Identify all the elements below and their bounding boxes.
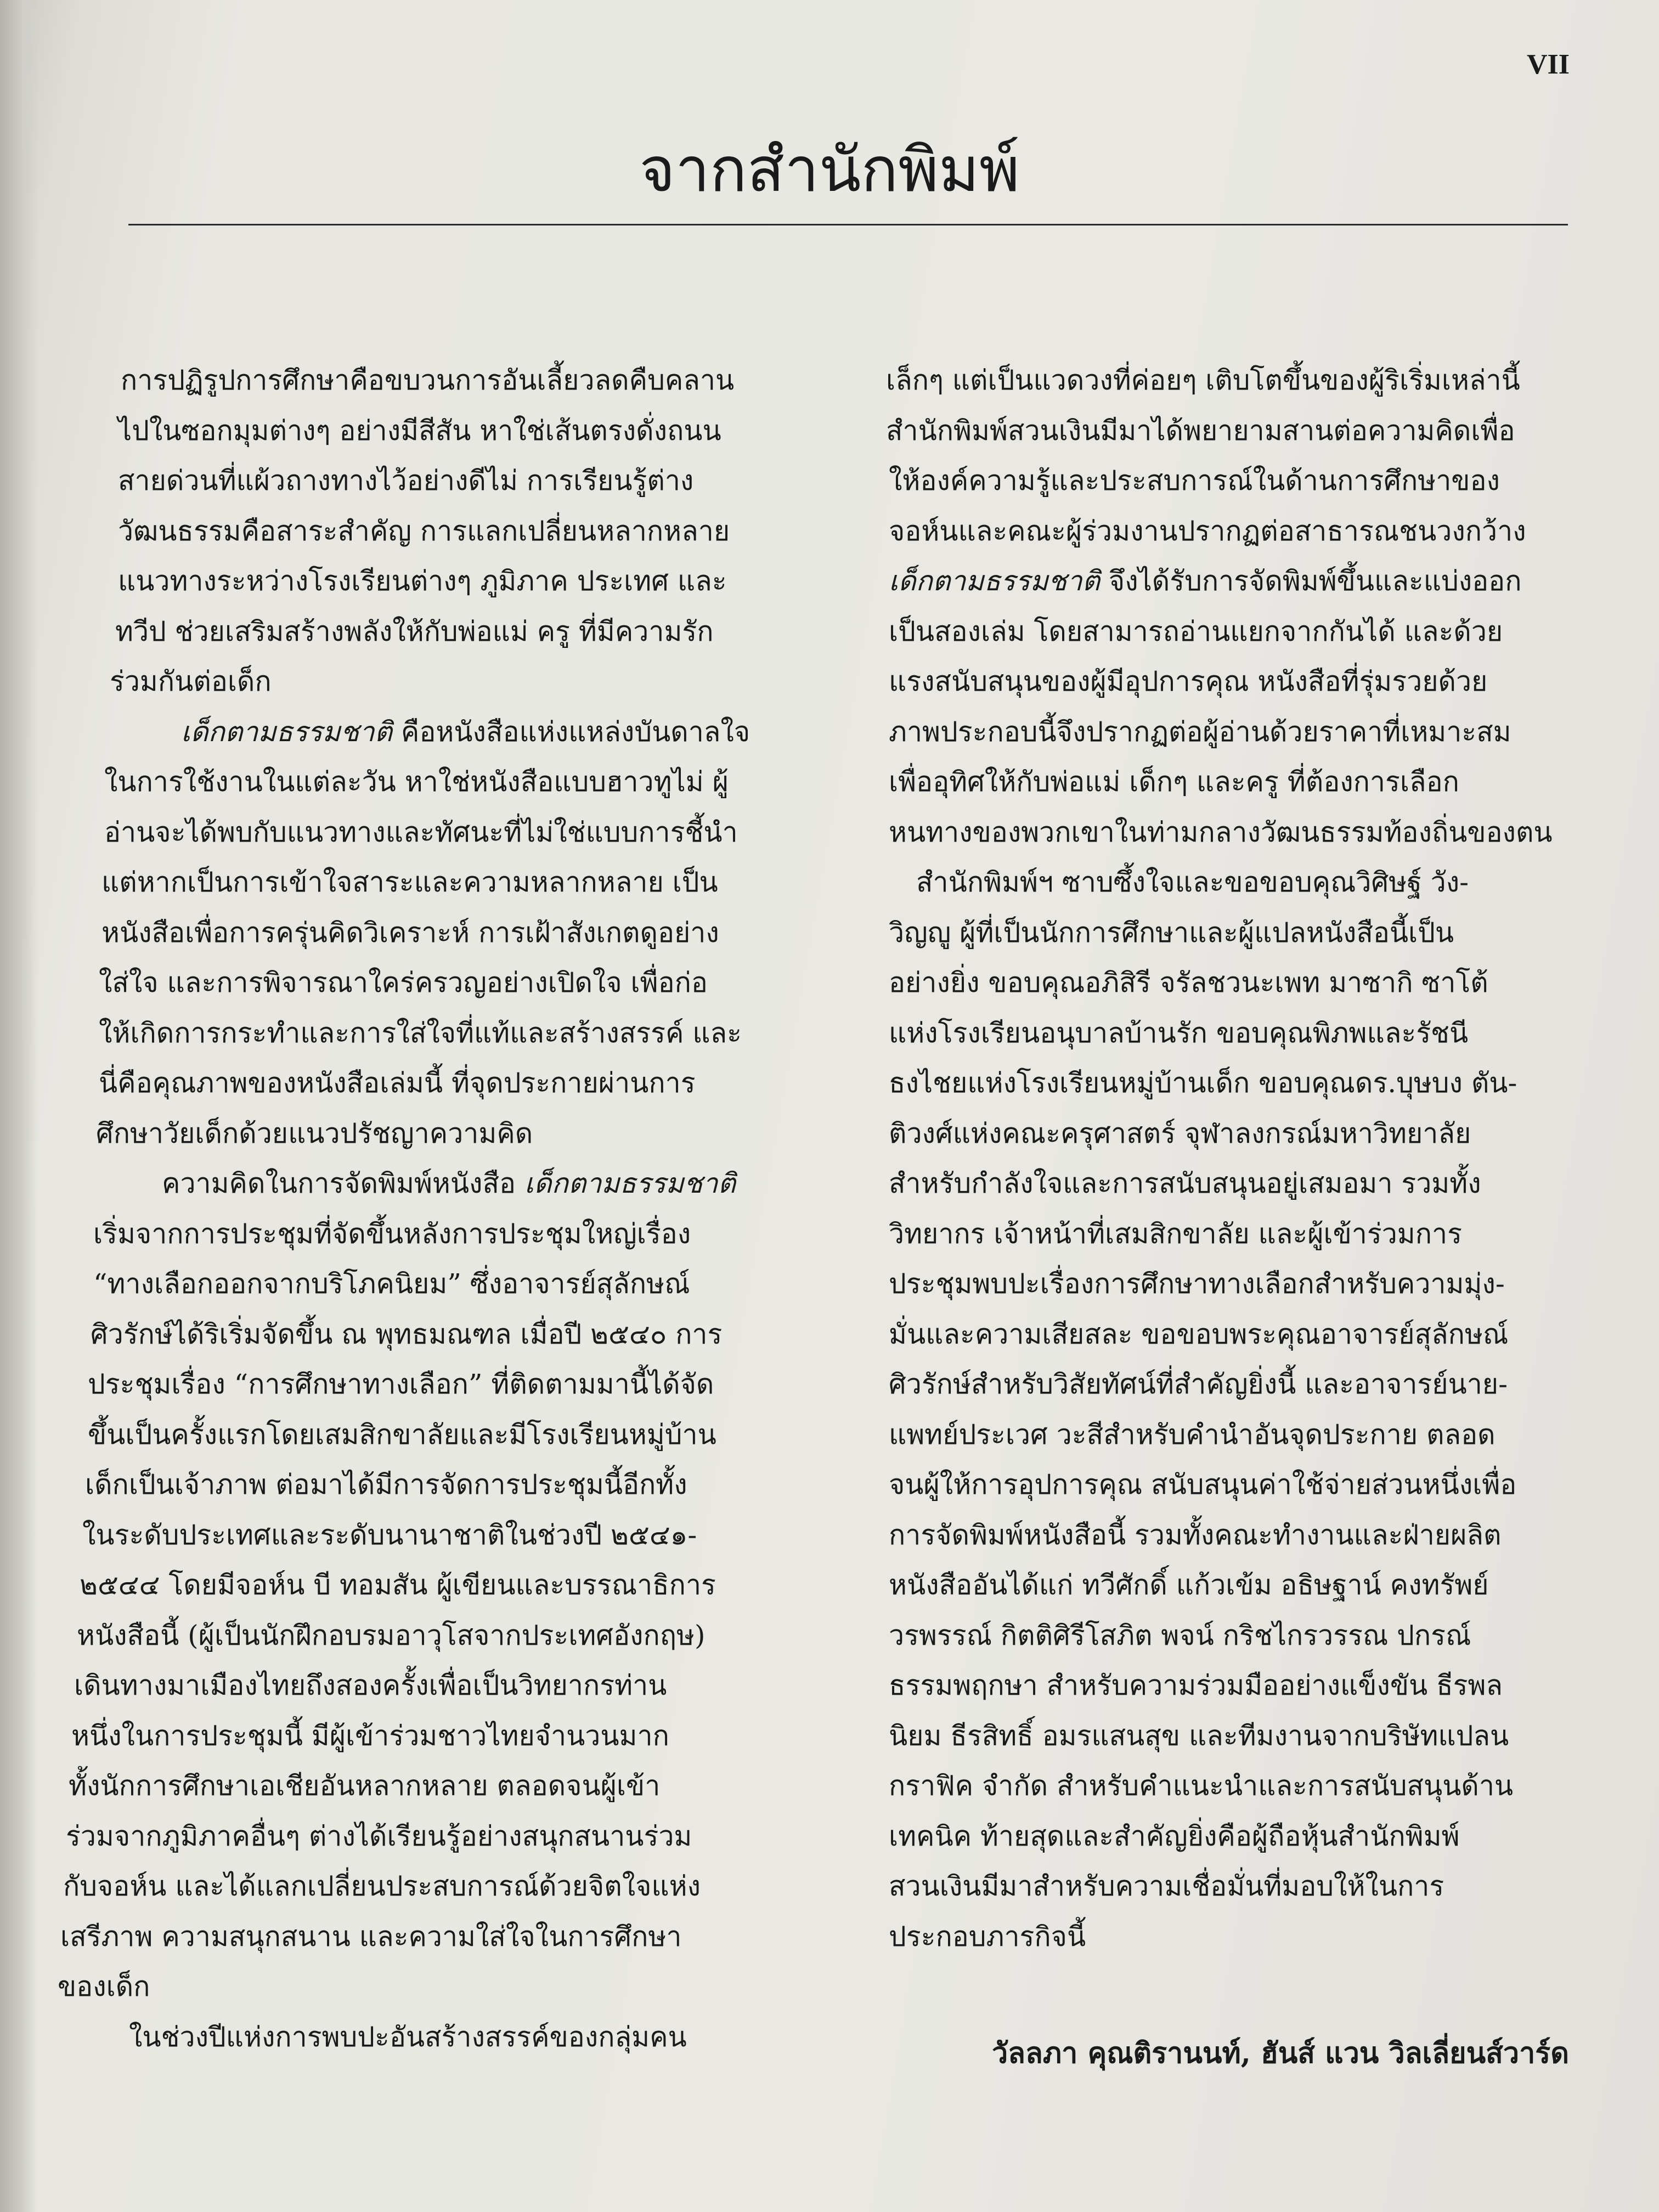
text-line — [55, 1109, 806, 1159]
text-run: เริ่มจากการประชุมที่จัดขึ้นหลังการประชุมใหญ่เรื่อง — [93, 1217, 691, 1250]
text-line — [55, 1259, 806, 1310]
text-line — [828, 456, 1580, 506]
text-run: ประชุมเรื่อง “การศึกษาทางเลือก” ที่ติดตามมานี้ได้จัด — [88, 1368, 714, 1400]
text-line — [55, 356, 806, 406]
text-line — [55, 908, 806, 958]
text-run: ทวีป ช่วยเสริมสร้างพลังให้กับพ่อแม่ ครู ที่มีความรัก — [115, 615, 714, 647]
text-line — [55, 1058, 806, 1109]
text-line — [828, 1761, 1580, 1812]
text-run: ธรรมพฤกษา สำหรับความร่วมมืออย่างแข็งขัน ธีรพล — [889, 1669, 1503, 1701]
text-run: วิทยากร เจ้าหน้าที่เสมสิกขาลัย และผู้เข้าร่วมการ — [889, 1217, 1462, 1250]
text-run: หนังสือเพื่อการครุ่นคิดวิเคราะห์ การเฝ้าสังเกตดูอย่าง — [101, 916, 719, 949]
book-title-italic: เด็กตามธรรมชาติ — [524, 1167, 736, 1199]
page-title: จากสำนักพิมพ์ — [639, 137, 1020, 205]
text-run: ของเด็ก — [58, 1971, 150, 2002]
page-gutter-shadow — [0, 0, 38, 2212]
text-line — [828, 1008, 1580, 1059]
text-run: สายด่วนที่แผ้วถางทางไว้อย่างดีไม่ การเรียนรู้ต่าง — [118, 465, 694, 496]
text-run: เสรีภาพ ความสนุกสนาน และความใส่ใจในการศึกษา — [60, 1920, 682, 1953]
text-line — [55, 1861, 806, 1912]
text-line — [828, 1661, 1580, 1711]
text-run: หนทางของพวกเขาในท่ามกลางวัฒนธรรมท้องถิ่นของตน — [889, 816, 1553, 848]
text-run: การปฏิรูปการศึกษาคือขบวนการอันเลี้ยวลดคืบคลาน — [121, 364, 735, 396]
text-run: ร่วมจากภูมิภาคอื่นๆ ต่างได้เรียนรู้อย่างสนุกสนานร่วม — [66, 1820, 692, 1852]
text-run: สำนักพิมพ์สวนเงินมีมาได้พยายามสานต่อความคิดเพื่อ — [886, 414, 1515, 447]
text-line — [828, 1310, 1580, 1360]
text-run: ใส่ใจ และการพิจารณาใคร่ครวญอย่างเปิดใจ เพื่อก่อ — [99, 967, 708, 998]
text-line — [828, 556, 1580, 607]
text-line — [55, 1159, 806, 1209]
text-run: ในการใช้งานในแต่ละวัน หาใช่หนังสือแบบฮาวทูไม่ ผู้ — [104, 766, 729, 798]
left-column — [58, 356, 806, 2062]
text-run: ศิวรักษ์สำหรับวิสัยทัศน์ที่สำคัญยิ่งนี้ และอาจารย์นาย- — [889, 1368, 1508, 1400]
text-line — [55, 1761, 806, 1812]
text-run: นี่คือคุณภาพของหนังสือเล่มนี้ ที่จุดประกายผ่านการ — [99, 1067, 696, 1099]
text-line — [828, 808, 1580, 858]
text-line — [55, 1611, 806, 1661]
text-run: สวนเงินมีมาสำหรับความเชื่อมั่นที่มอบให้ในการ — [889, 1870, 1444, 1902]
text-line — [55, 1711, 806, 1762]
text-run: ในช่วงปีแห่งการพบปะอันสร้างสรรค์ของกลุ่มคน — [129, 2021, 687, 2053]
text-run: แรงสนับสนุนของผู้มีอุปการคุณ หนังสือที่รุ่มรวยด้วย — [889, 665, 1488, 697]
text-run: หนังสือนี้ (ผู้เป็นนักฝึกอบรมอาวุโสจากประเทศอังกฤษ) — [77, 1619, 706, 1651]
text-line — [828, 1410, 1580, 1460]
text-line — [55, 506, 806, 557]
text-line — [55, 456, 806, 506]
text-line — [828, 908, 1580, 958]
text-line — [55, 1962, 806, 2012]
text-run: อย่างยิ่ง ขอบคุณอภิสิรี จรัลชวนะเพท มาซากิ ซาโต้ — [889, 967, 1488, 998]
text-run: เทคนิค ท้ายสุดและสำคัญยิ่งคือผู้ถือหุ้นสำนักพิมพ์ — [889, 1820, 1460, 1852]
text-line — [55, 707, 806, 758]
text-run: เล็กๆ แต่เป็นแวดวงที่ค่อยๆ เติบโตขึ้นของผู้ริเริ่มเหล่านี้ — [886, 364, 1520, 396]
signature: วัลลภา คุณติรานนท์, ฮันส์ แวน วิลเลี่ยนส์วาร์ด — [991, 2036, 1569, 2070]
text-run: จึงได้รับการจัดพิมพ์ขึ้นและแบ่งออก — [1100, 565, 1522, 597]
text-line — [55, 1008, 806, 1059]
book-title-italic: เด็กตามธรรมชาติ — [181, 715, 393, 748]
text-line — [828, 1209, 1580, 1260]
text-line — [828, 607, 1580, 657]
text-run: ติวงศ์แห่งคณะครุศาสตร์ จุฬาลงกรณ์มหาวิทยาลัย — [889, 1117, 1471, 1149]
text-run: ทั้งนักการศึกษาเอเชียอันหลากหลาย ตลอดจนผู้เข้า — [69, 1770, 661, 1802]
text-line — [828, 1259, 1580, 1310]
text-run: คือหนังสือแห่งแหล่งบันดาลใจ — [392, 715, 751, 748]
text-run: มั่นและความเสียสละ ขอขอบพระคุณอาจารย์สุลักษณ์ — [889, 1318, 1509, 1350]
title-underline — [128, 224, 1568, 225]
text-line — [55, 607, 806, 657]
text-line — [55, 2012, 806, 2063]
text-line — [55, 657, 806, 707]
text-line — [828, 1460, 1580, 1510]
text-line — [828, 1611, 1580, 1661]
text-run: เดินทางมาเมืองไทยถึงสองครั้งเพื่อเป็นวิทยากรท่าน — [74, 1669, 667, 1701]
text-line — [828, 1058, 1580, 1109]
text-run: นิยม ธีรสิทธิ์ อมรแสนสุข และทีมงานจากบริษัทแปลน — [889, 1719, 1509, 1752]
text-line — [55, 757, 806, 808]
text-line — [828, 1510, 1580, 1561]
text-run: การจัดพิมพ์หนังสือนี้ รวมทั้งคณะทำงานและฝ่ายผลิต — [889, 1519, 1502, 1551]
page-number: VII — [1526, 49, 1570, 80]
text-run: อ่านจะได้พบกับแนวทางและทัศนะที่ไม่ใช่แบบการชี้นำ — [104, 816, 738, 848]
text-line — [55, 1460, 806, 1510]
text-line — [55, 958, 806, 1008]
text-line — [55, 1912, 806, 1962]
text-run: ในระดับประเทศและระดับนานาชาติในช่วงปี ๒๕๔๑- — [82, 1519, 697, 1551]
text-line — [828, 1109, 1580, 1159]
right-column — [867, 356, 1580, 1962]
text-run: แต่หากเป็นการเข้าใจสาระและความหลากหลาย เป็น — [101, 866, 718, 898]
text-line — [828, 707, 1580, 758]
text-line — [55, 556, 806, 607]
text-run: ภาพประกอบนี้จึงปรากฏต่อผู้อ่านด้วยราคาที่เหมาะสม — [889, 715, 1511, 748]
text-run: วิญญู ผู้ที่เป็นนักการศึกษาและผู้แปลหนังสือนี้เป็น — [889, 916, 1454, 949]
text-run: ไปในซอกมุมต่างๆ อย่างมีสีสัน หาใช่เส้นตรงดั่งถนน — [118, 414, 721, 447]
text-line — [828, 757, 1580, 808]
text-line — [55, 1359, 806, 1410]
text-line — [55, 1209, 806, 1260]
text-run: ให้องค์ความรู้และประสบการณ์ในด้านการศึกษาของ — [889, 465, 1500, 496]
text-line — [828, 1711, 1580, 1762]
text-run: แพทย์ประเวศ วะสีสำหรับคำนำอันจุดประกาย ตลอด — [889, 1418, 1496, 1451]
text-run: จอห์นและคณะผู้ร่วมงานปรากฏต่อสาธารณชนวงกว้าง — [889, 515, 1526, 547]
text-line — [55, 1310, 806, 1360]
text-run: สำนักพิมพ์ฯ ซาบซึ้งใจและขอขอบคุณวิศิษฐ์ วัง- — [916, 866, 1469, 898]
text-line — [55, 857, 806, 908]
text-line — [828, 1159, 1580, 1209]
text-line — [828, 1912, 1580, 1962]
text-line — [828, 958, 1580, 1008]
text-run: เพื่ออุทิศให้กับพ่อแม่ เด็กๆ และครู ที่ต้องการเลือก — [889, 766, 1459, 798]
text-run: กราฟิค จำกัด สำหรับคำแนะนำและการสนับสนุนด้าน — [889, 1770, 1514, 1802]
text-run: เป็นสองเล่ม โดยสามารถอ่านแยกจากกันได้ และด้วย — [889, 615, 1503, 647]
text-run: หนังสืออันได้แก่ ทวีศักดิ์ แก้วเข้ม อธิษฐาน์ คงทรัพย์ — [889, 1569, 1489, 1601]
text-line — [55, 1410, 806, 1460]
text-run: “ทางเลือกออกจากบริโภคนิยม” ซึ่งอาจารย์สุลักษณ์ — [93, 1268, 690, 1300]
book-title-italic: เด็กตามธรรมชาติ — [889, 565, 1101, 597]
text-line — [55, 1812, 806, 1862]
text-run: ประกอบภารกิจนี้ — [889, 1920, 1086, 1953]
text-run: ความคิดในการจัดพิมพ์หนังสือ — [162, 1167, 524, 1199]
text-run: เด็กเป็นเจ้าภาพ ต่อมาได้มีการจัดการประชุมนี้อีกทั้ง — [85, 1469, 687, 1500]
text-line — [55, 1560, 806, 1611]
text-run: สำหรับกำลังใจและการสนับสนุนอยู่เสมอมา รวมทั้ง — [889, 1167, 1481, 1199]
text-run: จนผู้ให้การอุปการคุณ สนับสนุนค่าใช้จ่ายส่วนหนึ่งเพื่อ — [889, 1469, 1517, 1500]
text-line — [55, 406, 806, 456]
text-line — [828, 1560, 1580, 1611]
text-run: วัฒนธรรมคือสาระสำคัญ การแลกเปลี่ยนหลากหลาย — [118, 515, 730, 547]
text-line — [55, 808, 806, 858]
text-line — [828, 657, 1580, 707]
text-line — [828, 1812, 1580, 1862]
text-run: กับจอห์น และได้แลกเปลี่ยนประสบการณ์ด้วยจิตใจแห่ง — [63, 1870, 701, 1902]
text-line — [55, 1510, 806, 1561]
text-line — [55, 1661, 806, 1711]
text-run: ธงไชยแห่งโรงเรียนหมู่บ้านเด็ก ขอบคุณดร.บุษบง ตัน- — [889, 1067, 1517, 1099]
text-run: ๒๕๔๔ โดยมีจอห์น บี ทอมสัน ผู้เขียนและบรรณาธิการ — [80, 1569, 716, 1601]
text-run: ศึกษาวัยเด็กด้วยแนวปรัชญาความคิด — [96, 1117, 533, 1149]
text-line — [828, 356, 1580, 406]
text-run: ประชุมพบปะเรื่องการศึกษาทางเลือกสำหรับความมุ่ง- — [889, 1268, 1505, 1300]
text-run: ร่วมกันต่อเด็ก — [110, 665, 272, 697]
text-line — [828, 857, 1580, 908]
text-line — [828, 506, 1580, 557]
text-run: ศิวรักษ์ได้ริเริ่มจัดขึ้น ณ พุทธมณฑล เมื่อปี ๒๕๔๐ การ — [91, 1318, 723, 1350]
text-run: ให้เกิดการกระทำและการใส่ใจที่แท้และสร้างสรรค์ และ — [99, 1017, 742, 1049]
text-line — [828, 406, 1580, 456]
text-run: วรพรรณ์ กิตติศิรีโสภิต พจน์ กริชไกรวรรณ ปกรณ์ — [889, 1619, 1471, 1651]
text-run: แนวทางระหว่างโรงเรียนต่างๆ ภูมิภาค ประเทศ และ — [118, 565, 727, 597]
text-run: หนึ่งในการประชุมนี้ มีผู้เข้าร่วมชาวไทยจำนวนมาก — [71, 1719, 669, 1752]
text-line — [828, 1359, 1580, 1410]
text-run: ขึ้นเป็นครั้งแรกโดยเสมสิกขาลัยและมีโรงเรียนหมู่บ้าน — [88, 1418, 716, 1451]
text-run: แห่งโรงเรียนอนุบาลบ้านรัก ขอบคุณพิภพและรัชนี — [889, 1017, 1469, 1049]
text-line — [828, 1861, 1580, 1912]
